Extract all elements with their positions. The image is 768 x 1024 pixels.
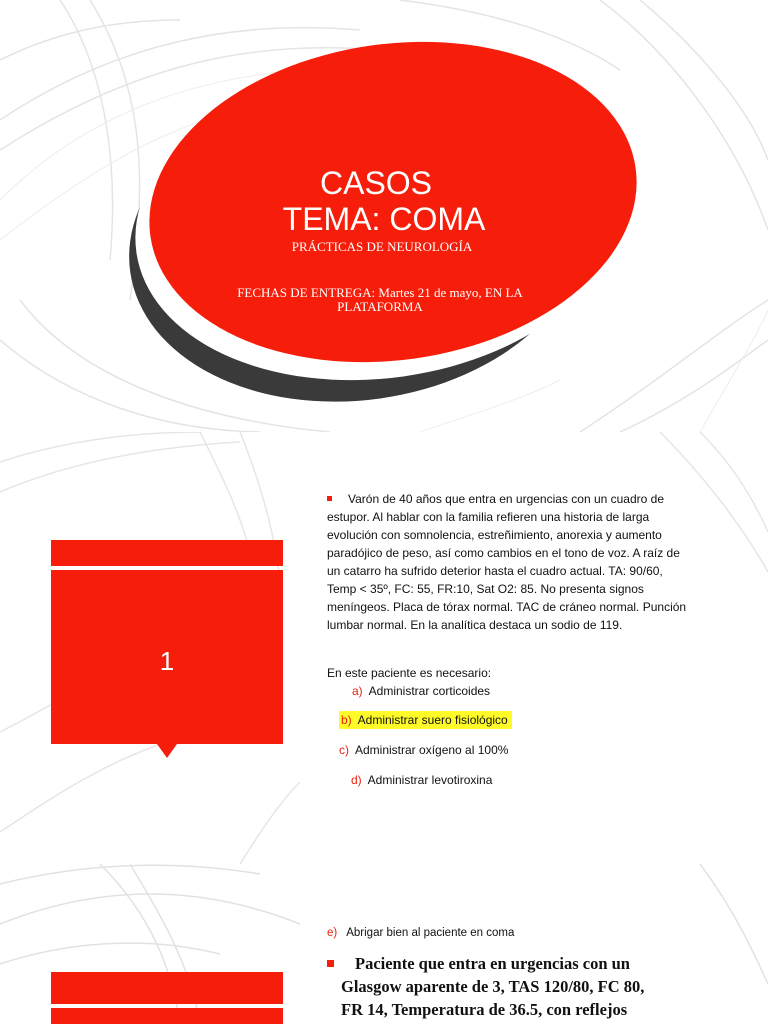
option-letter: a): [352, 684, 363, 698]
delivery-line-1: FECHAS DE ENTREGA: Martes 21 de mayo, EN LA: [237, 285, 523, 300]
case-number: 1: [159, 646, 175, 676]
case-line: Temp < 35º, FC: 55, FR:10, Sat O2: 85. No presenta signos: [327, 582, 644, 596]
option-text: Abrigar bien al paciente en coma: [346, 927, 515, 939]
option-letter: c): [339, 743, 349, 757]
title-line-1: CASOS: [319, 165, 433, 201]
header-strip: [51, 540, 283, 566]
case-line: FR 14, Temperatura de 36.5, con reflejos: [341, 1000, 628, 1019]
option-a: [352, 684, 490, 698]
case-line: Varón de 40 años que entra en urgencias con un cuadro de: [348, 492, 665, 506]
option-text: Administrar levotiroxina: [367, 773, 493, 787]
case-slide-2: [0, 864, 768, 1024]
case-line: Paciente que entra en urgencias con un: [355, 954, 630, 973]
option-d: [351, 773, 492, 787]
bullet-icon: [327, 496, 332, 501]
option-text: Administrar corticoides: [368, 684, 491, 698]
case-line: paradójico de peso, así como cambios en el tono de voz. A raíz de: [327, 546, 680, 560]
case-line: lumbar normal. En la analítica destaca un sodio de 119.: [327, 618, 623, 632]
case-line: un catarro ha sufrido deterior hasta el cuadro actual. TA: 90/60,: [327, 564, 663, 578]
case-line: Glasgow aparente de 3, TAS 120/80, FC 80,: [341, 977, 645, 996]
option-letter: e): [327, 927, 338, 939]
case-description: [0, 864, 768, 1024]
case-slide-1: [0, 432, 768, 864]
subtitle: PRÁCTICAS DE NEUROLOGÍA: [291, 239, 473, 254]
question-text: En este paciente es necesario:: [327, 666, 492, 680]
delivery-line-2: PLATAFORMA: [337, 299, 423, 314]
option-letter: d): [351, 773, 362, 787]
option-text: Administrar suero fisiológico: [357, 713, 508, 727]
option-letter: b): [341, 713, 352, 727]
title-slide: [0, 0, 768, 432]
title-line-2: TEMA: COMA: [282, 201, 486, 237]
option-c: [339, 743, 508, 757]
case-line: evolución con somnolencia, estreñimiento, anorexia y aumento: [327, 528, 662, 542]
case-line: estupor. Al hablar con la familia refieren una historia de larga: [327, 510, 650, 524]
option-b: [339, 711, 512, 729]
option-text: Administrar oxígeno al 100%: [355, 743, 509, 757]
case-line: meníngeos. Placa de tórax normal. TAC de cráneo normal. Punción: [327, 600, 687, 614]
callout-tail: [157, 744, 177, 758]
